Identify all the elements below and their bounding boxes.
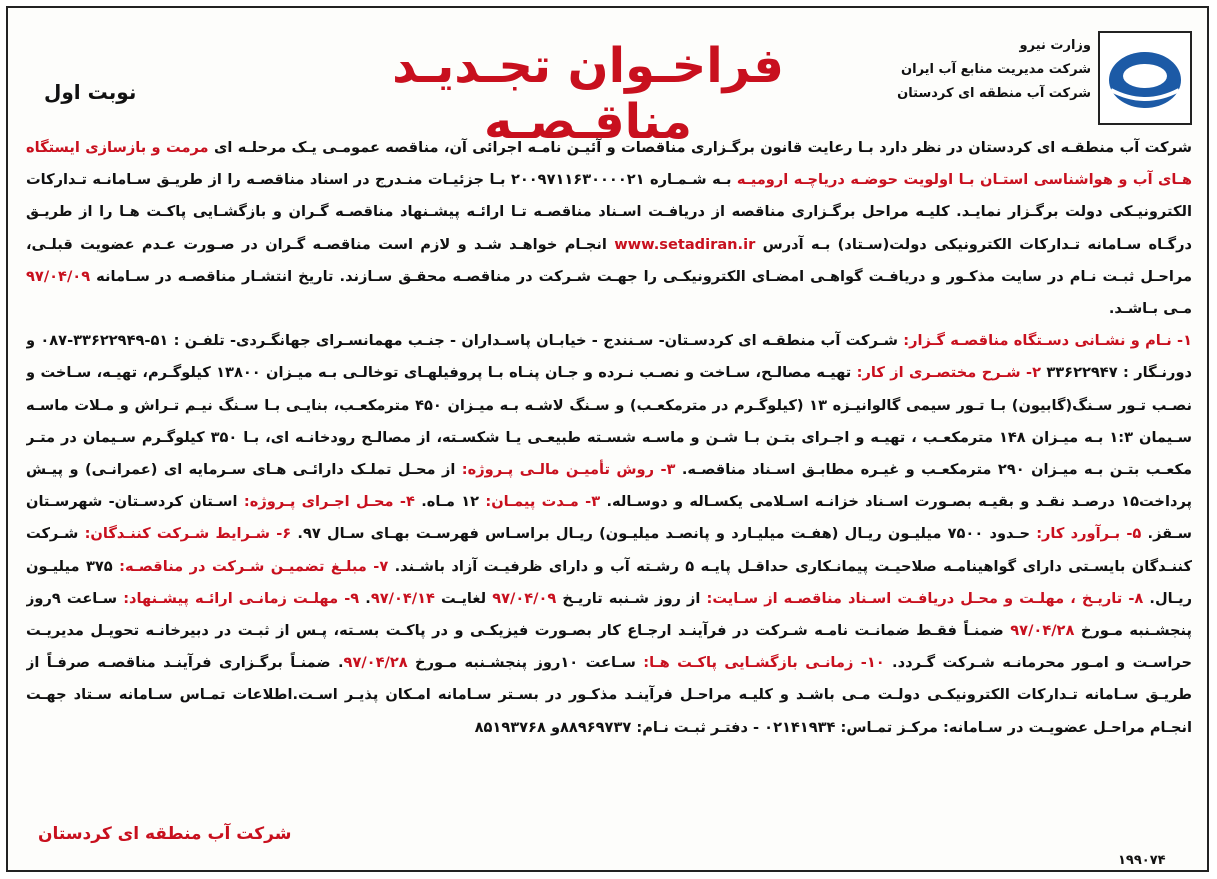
water-company-logo-icon xyxy=(1097,30,1193,126)
item-5-label: ۴- محـل اجـرای پـروژه: xyxy=(243,493,415,511)
item-9-text-b: لغایـت xyxy=(434,589,493,607)
item-8-text: ۳۷۵ میلیـون ریـال. xyxy=(26,557,1192,607)
item-7-label: ۶- شـرایط شـرکت کننـدگان: xyxy=(84,525,292,543)
item-9-date-to: ۹۷/۰۴/۱۴ xyxy=(370,589,435,607)
item-1-text: شـرکت آب منطقـه ای کردسـتان- سـنندج - خیابـان پاسـداران - جنـب مهمانسـرای جهانگـردی- تلفـن : ۵۱-۳۳۶۲۲۹۴۹-۰۸۷ و دورنـگار : ۳۳۶۲۲۹۴۷ xyxy=(26,332,1192,382)
organization-block xyxy=(859,30,1199,126)
item-8-label: ۷- مبلـغ تضمیـن شـرکت در مناقصـه: xyxy=(119,557,389,575)
item-1-label: ۱- نـام و نشـانی دسـتگاه مناقصـه گـزار: xyxy=(903,332,1192,350)
item-3-text: از محـل تملـک دارائـی هـای سـرمایه ای (عمرانـی) و پیـش پرداخت۱۵ درصـد نقـد و بقیـه بصـورت اسـناد خزانـه اسـلامی یکسـاله و دوسـاله. xyxy=(26,461,1192,511)
item-11-date: ۹۷/۰۴/۲۸ xyxy=(343,654,408,672)
items-paragraph xyxy=(26,325,1192,744)
publication-date: ۹۷/۰۴/۰۹ xyxy=(26,267,91,285)
item-10-text: سـاعت ۹روز پنجشـنبه مـورخ xyxy=(26,589,1192,640)
item-7-text: شـرکت کننـدگان بایسـتی دارای گواهینامـه صلاحیـت پیمانـکاری حداقـل پایـه ۵ رشـته آب و دارای ظرفیـت آزاد باشـند. xyxy=(26,525,1192,575)
item-11-label: ۱۰- زمانـی بازگشـایی پاکـت هـا: xyxy=(643,654,885,672)
item-4-label: ۳- مـدت پیمـان: xyxy=(485,493,601,511)
item-3-label: ۳- روش تأمیـن مالـی پـروژه: xyxy=(461,461,676,479)
round-label: نوبت اول xyxy=(44,80,137,104)
item-11-text-b: . ضمنـاً برگـزاری فرآینـد مناقصـه صرفـاً از طریـق سـامانه تـدارکات الکترونیکـی دولـت مـی باشـد و کلیـه مراحـل فرآینـد مذکـور در بسـتر سـامانه امـکان پذیـر اسـت.اطلاعات تمـاس سـامانه سـتاد جهـت انجـام مراحـل عضویـت در سـامانه: مرکـز تمـاس: ۰۲۱۴۱۹۳۴ - دفتـر ثبـت نـام: ۸۸۹۶۹۷۳۷و ۸۵۱۹۳۷۶۸ xyxy=(26,654,1192,736)
item-6-label: ۵- بـرآورد کار: xyxy=(1036,525,1142,543)
intro-text-c: انجـام خواهـد شـد و لازم است مناقصـه گـران در صـورت عـدم عضویت قبلـی، مراحـل ثبـت نـام در سایت مذکـور و دریافـت گواهـی امضـای الکترونیکـی را جهـت شـرکت در مناقصـه محقـق سـازند. تاریخ انتشـار مناقصـه در سـامانه xyxy=(26,235,1192,285)
item-9-text-c: . xyxy=(359,589,371,607)
intro-paragraph xyxy=(26,132,1192,325)
intro-text-d: مـی بـاشـد. xyxy=(1108,300,1192,318)
company-name: شرکت آب منطقـه ای کردستان xyxy=(968,139,1192,156)
item-2-label: ۲- شـرح مختصـری از کار: xyxy=(856,364,1041,382)
item-9-text-a: از روز شـنبه تاریـخ xyxy=(556,589,707,607)
organization-names xyxy=(865,34,1091,106)
signature: شرکت آب منطقه ای کردستان xyxy=(38,824,292,844)
item-4-text: ۱۲ مـاه. xyxy=(414,493,486,511)
tender-subject: مرمت و بازسازی ایستگاه هـای آب و هواشناسی استـان بـا اولویت حوضـه دریاچـه ارومیـه xyxy=(26,139,1192,189)
intro-text-b: بـه شـمـاره ۲۰۰۹۷۱۱۶۳۰۰۰۰۲۱ بـا جزئیـات منـدرج در اسناد مناقصـه را از طریـق سـامانـه تـدارکات الکترونیـکی دولت برگـزار نمایـد. کلیـه مراحل برگـزاری مناقصه از دریافـت اسـناد مناقصـه تـا ارائـه پیشـنهاد مناقصـه گـران و بازگشـایی پاکـت هـا را از طریـق درگـاه سـامانه تـدارکات الکترونیکی دولت(سـتاد) بـه آدرس xyxy=(26,171,1192,253)
item-6-text: حـدود ۷۵۰۰ میلیـون ریـال (هفـت میلیـارد و پانصـد میلیـون) ریـال براسـاس فهرسـت بهـای سـال ۹۷. xyxy=(291,525,1037,543)
item-9-label: ۸- تاریـخ ، مهلـت و محـل دریافـت اسـناد مناقصـه از سـایت: xyxy=(706,589,1144,607)
item-10-label: ۹- مهلـت زمانـی ارائـه پیشـنهاد: xyxy=(123,589,360,607)
item-10-date: ۹۷/۰۴/۲۸ xyxy=(1010,622,1075,640)
notice-body xyxy=(26,132,1192,772)
ministry-name: وزارت نیرو xyxy=(1019,38,1091,53)
item-10-text-b: ضمنـاً فقـط ضمانـت نامـه شـرکت در فرآینـد ارجـاع کار بصـورت فیزیکـی و در پاکـت بسـته، پـس از ثبـت در دبیرخانـه تحویـل مدیریـت حراسـت و امـور محرمانـه شـرکت گـردد. xyxy=(26,622,1192,672)
notice-title: فراخـوان تجـدیـد مناقـصـه xyxy=(392,38,784,150)
item-5-text: اسـتان کردسـتان- شهرسـتان سـقز. xyxy=(26,493,1192,543)
item-2-text: تهیـه مصالـح، سـاخت و نصـب نـرده و جـان پنـاه بـا پروفیلهـای توخالـی بـه میـزان ۱۳۸۰۰ کیلوگـرم، تهیـه، سـاخت و نصـب تـور سـنگ(گابیون) بـا تـور سیمی گالوانیـزه ۱۳ (کیلوگـرم در مترمکعـب) و سـنگ لاشـه بـه میـزان ۴۵۰ مترمکعـب، بنایـی بـا سـنگ نیـم تـراش و مـلات ماسـه سـیمان ۱:۳ بـه میـزان ۱۴۸ مترمکعـب ، تهیـه و اجـرای بتـن بـا شـن و ماسـه شسـته طبیعـی یـا شکسـته، از مصالـح رودخانـه ای، بـا ۳۵۰ کیلوگـرم سـیمان در متـر مکعـب بتـن بـه میـزان ۲۹۰ مترمکعـب و غیـره مطابـق اسـناد مناقصـه. xyxy=(26,364,1192,479)
parent-company-name: شرکت مدیریت منابع آب ایران xyxy=(901,62,1091,77)
setad-website-link[interactable]: www.setadiran.ir xyxy=(614,235,756,253)
intro-text-a: در نظر دارد بـا رعایت قانون برگـزاری مناقصات و آئیـن نامـه اجرائی آن، مناقصه عمومـی یـک مرحلـه ای xyxy=(208,139,969,156)
item-11-text: سـاعت ۱۰روز پنجشـنبه مـورخ xyxy=(407,654,644,672)
regional-company-name: شرکت آب منطقه ای کردستان xyxy=(897,86,1091,101)
notice-code: ۱۹۹۰۷۴ xyxy=(1118,853,1166,868)
tender-notice xyxy=(6,6,1209,872)
item-9-date-from: ۹۷/۰۴/۰۹ xyxy=(492,589,557,607)
